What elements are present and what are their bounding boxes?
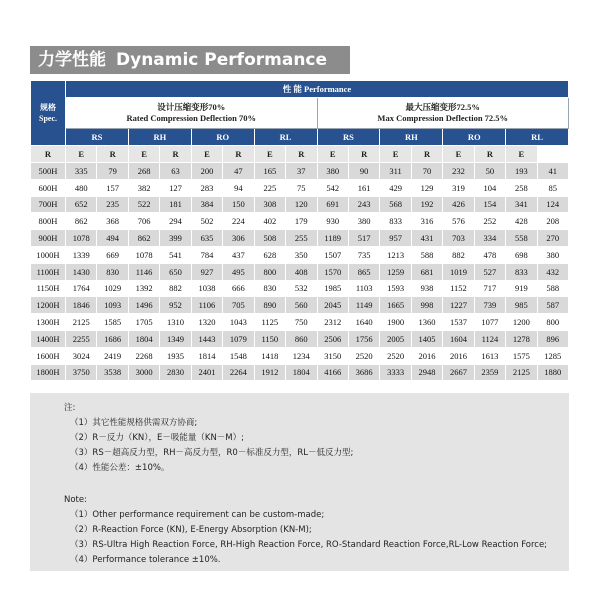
value-cell: 896 — [537, 330, 568, 347]
value-cell: 1093 — [97, 297, 128, 314]
value-cell: 129 — [411, 179, 442, 196]
value-cell: 426 — [443, 196, 474, 213]
value-cell: 1392 — [128, 280, 159, 297]
max-cn: 最大压缩变形72.5% — [405, 102, 480, 112]
value-cell: 2667 — [443, 364, 474, 381]
value-cell: 243 — [348, 196, 379, 213]
value-cell: 283 — [191, 179, 222, 196]
notes-cn-title: 注: — [64, 403, 76, 413]
value-cell: 47 — [223, 163, 254, 180]
table-row — [31, 364, 569, 381]
value-cell: 252 — [474, 213, 505, 230]
value-cell: 192 — [411, 196, 442, 213]
value-cell: 382 — [128, 179, 159, 196]
value-cell: 208 — [537, 213, 568, 230]
value-cell: 1804 — [128, 330, 159, 347]
spec-header — [31, 81, 66, 146]
value-cell: 1814 — [191, 347, 222, 364]
value-cell: 431 — [411, 230, 442, 247]
value-cell: 478 — [474, 246, 505, 263]
title-en: Dynamic Performance — [116, 50, 328, 70]
value-cell: 587 — [537, 297, 568, 314]
value-cell: 2948 — [411, 364, 442, 381]
group-header: RS — [66, 129, 129, 146]
table-row — [31, 347, 569, 364]
value-cell: 1278 — [506, 330, 537, 347]
notes-cn-item: （4）性能公差：±10%。 — [70, 463, 170, 473]
column-subheader: R — [348, 146, 379, 163]
notes-en-item: （4）Performance tolerance ±10%. — [70, 555, 221, 565]
value-cell: 1507 — [317, 246, 348, 263]
notes-cn-item: （1）其它性能规格供需双方协商; — [70, 418, 198, 428]
value-cell: 862 — [66, 213, 97, 230]
column-subheader: E — [254, 146, 285, 163]
column-subheader: E — [66, 146, 97, 163]
spec-cell: 1600H — [31, 347, 66, 364]
notes-en-item: （1）Other performance requirement can be custom-made; — [70, 510, 325, 520]
column-subheader: E — [380, 146, 411, 163]
value-cell: 368 — [97, 213, 128, 230]
value-cell: 179 — [286, 213, 317, 230]
value-cell: 2125 — [66, 314, 97, 331]
column-subheader: E — [128, 146, 159, 163]
value-cell: 1259 — [380, 263, 411, 280]
value-cell: 495 — [223, 263, 254, 280]
value-cell: 380 — [537, 246, 568, 263]
spec-cell: 1150H — [31, 280, 66, 297]
value-cell: 576 — [443, 213, 474, 230]
value-cell: 308 — [254, 196, 285, 213]
value-cell: 50 — [474, 163, 505, 180]
column-subheader: R — [31, 146, 66, 163]
max-en: Max Compression Deflection 72.5% — [377, 113, 509, 123]
value-cell: 1078 — [66, 230, 97, 247]
table-row — [31, 246, 569, 263]
value-cell: 408 — [286, 263, 317, 280]
value-cell: 316 — [411, 213, 442, 230]
rated-deflection-header — [66, 98, 318, 129]
spec-cell: 800H — [31, 213, 66, 230]
value-cell: 705 — [223, 297, 254, 314]
value-cell: 165 — [254, 163, 285, 180]
value-cell: 1043 — [223, 314, 254, 331]
group-header-row — [31, 129, 569, 146]
column-subheader: E — [443, 146, 474, 163]
value-cell: 2264 — [223, 364, 254, 381]
value-cell: 735 — [348, 246, 379, 263]
value-cell: 750 — [286, 314, 317, 331]
value-cell: 94 — [223, 179, 254, 196]
table-body — [31, 163, 569, 381]
value-cell: 784 — [191, 246, 222, 263]
value-cell: 268 — [128, 163, 159, 180]
column-subheader: R — [97, 146, 128, 163]
value-cell: 70 — [411, 163, 442, 180]
value-cell: 428 — [506, 213, 537, 230]
rated-en: Rated Compression Deflection 70% — [126, 113, 256, 123]
performance-header: 性 能 Performance — [66, 81, 569, 98]
value-cell: 517 — [348, 230, 379, 247]
value-cell: 494 — [97, 230, 128, 247]
value-cell: 1665 — [380, 297, 411, 314]
value-cell: 1103 — [348, 280, 379, 297]
spec-cell: 1400H — [31, 330, 66, 347]
value-cell: 957 — [380, 230, 411, 247]
column-subheader: R — [160, 146, 191, 163]
value-cell: 508 — [254, 230, 285, 247]
value-cell: 380 — [348, 213, 379, 230]
value-cell: 706 — [128, 213, 159, 230]
value-cell: 830 — [254, 280, 285, 297]
value-cell: 1496 — [128, 297, 159, 314]
notes-en-title: Note: — [64, 495, 87, 505]
value-cell: 1900 — [380, 314, 411, 331]
value-cell: 41 — [537, 163, 568, 180]
rated-cn: 设计压缩变形70% — [157, 102, 226, 112]
value-cell: 1213 — [380, 246, 411, 263]
subheader-row — [31, 146, 569, 163]
value-cell: 669 — [97, 246, 128, 263]
value-cell: 1570 — [317, 263, 348, 280]
value-cell: 862 — [128, 230, 159, 247]
column-subheader: E — [317, 146, 348, 163]
value-cell: 334 — [474, 230, 505, 247]
value-cell: 800 — [537, 314, 568, 331]
group-header: RO — [191, 129, 254, 146]
value-cell: 1985 — [317, 280, 348, 297]
group-header: RL — [254, 129, 317, 146]
value-cell: 833 — [380, 213, 411, 230]
value-cell: 1079 — [223, 330, 254, 347]
value-cell: 2359 — [474, 364, 505, 381]
value-cell: 1405 — [411, 330, 442, 347]
value-cell: 568 — [380, 196, 411, 213]
value-cell: 985 — [506, 297, 537, 314]
value-cell: 1077 — [474, 314, 505, 331]
value-cell: 3750 — [66, 364, 97, 381]
value-cell: 224 — [223, 213, 254, 230]
value-cell: 85 — [537, 179, 568, 196]
max-deflection-header — [317, 98, 569, 129]
group-header: RO — [443, 129, 506, 146]
value-cell: 938 — [411, 280, 442, 297]
value-cell: 1227 — [443, 297, 474, 314]
value-cell: 1320 — [191, 314, 222, 331]
value-cell: 2312 — [317, 314, 348, 331]
notes-cn-item: （2）R－反力（KN），E－吸能量（KN－M）; — [70, 433, 244, 443]
value-cell: 1189 — [317, 230, 348, 247]
value-cell: 1585 — [97, 314, 128, 331]
value-cell: 952 — [160, 297, 191, 314]
table-row — [31, 297, 569, 314]
value-cell: 193 — [506, 163, 537, 180]
value-cell: 532 — [286, 280, 317, 297]
value-cell: 1019 — [443, 263, 474, 280]
column-subheader: R — [223, 146, 254, 163]
value-cell: 154 — [474, 196, 505, 213]
value-cell: 480 — [66, 179, 97, 196]
value-cell: 1846 — [66, 297, 97, 314]
value-cell: 2520 — [380, 347, 411, 364]
value-cell: 402 — [254, 213, 285, 230]
notes-panel — [30, 393, 569, 571]
value-cell: 691 — [317, 196, 348, 213]
value-cell: 2016 — [411, 347, 442, 364]
value-cell: 998 — [411, 297, 442, 314]
value-cell: 2125 — [506, 364, 537, 381]
spec-cell: 500H — [31, 163, 66, 180]
performance-table-wrapper — [30, 80, 569, 381]
value-cell: 75 — [286, 179, 317, 196]
value-cell: 306 — [223, 230, 254, 247]
value-cell: 522 — [128, 196, 159, 213]
value-cell: 1078 — [128, 246, 159, 263]
value-cell: 124 — [537, 196, 568, 213]
value-cell: 3333 — [380, 364, 411, 381]
value-cell: 502 — [191, 213, 222, 230]
value-cell: 1430 — [66, 263, 97, 280]
value-cell: 3538 — [97, 364, 128, 381]
table-row — [31, 230, 569, 247]
value-cell: 1234 — [286, 347, 317, 364]
value-cell: 1593 — [380, 280, 411, 297]
value-cell: 181 — [160, 196, 191, 213]
group-header: RL — [506, 129, 569, 146]
value-cell: 2830 — [160, 364, 191, 381]
notes-en-item: （3）RS-Ultra High Reaction Force, RH-High Reaction Force, RO-Standard Reaction Force,RL-Low Reaction Force; — [70, 540, 548, 550]
spec-cell: 1300H — [31, 314, 66, 331]
value-cell: 558 — [506, 230, 537, 247]
value-cell: 127 — [160, 179, 191, 196]
value-cell: 235 — [97, 196, 128, 213]
value-cell: 739 — [474, 297, 505, 314]
value-cell: 1285 — [537, 347, 568, 364]
value-cell: 1548 — [223, 347, 254, 364]
value-cell: 437 — [223, 246, 254, 263]
value-cell: 860 — [286, 330, 317, 347]
value-cell: 1152 — [443, 280, 474, 297]
spec-cell: 700H — [31, 196, 66, 213]
value-cell: 542 — [317, 179, 348, 196]
value-cell: 2401 — [191, 364, 222, 381]
value-cell: 1149 — [348, 297, 379, 314]
value-cell: 384 — [191, 196, 222, 213]
value-cell: 1443 — [191, 330, 222, 347]
value-cell: 3024 — [66, 347, 97, 364]
value-cell: 63 — [160, 163, 191, 180]
value-cell: 1804 — [286, 364, 317, 381]
group-header: RH — [380, 129, 443, 146]
value-cell: 882 — [443, 246, 474, 263]
value-cell: 341 — [506, 196, 537, 213]
value-cell: 3150 — [317, 347, 348, 364]
value-cell: 588 — [411, 246, 442, 263]
column-subheader: R — [474, 146, 505, 163]
notes-cn-item: （3）RS－超高反力型，RH－高反力型，R0－标准反力型，RL－低反力型; — [70, 448, 354, 458]
value-cell: 681 — [411, 263, 442, 280]
value-cell: 2419 — [97, 347, 128, 364]
page-title — [30, 46, 350, 74]
value-cell: 650 — [160, 263, 191, 280]
value-cell: 1339 — [66, 246, 97, 263]
value-cell: 2045 — [317, 297, 348, 314]
spec-cell: 1100H — [31, 263, 66, 280]
value-cell: 429 — [380, 179, 411, 196]
spec-cell: 600H — [31, 179, 66, 196]
value-cell: 200 — [191, 163, 222, 180]
value-cell: 541 — [160, 246, 191, 263]
value-cell: 311 — [380, 163, 411, 180]
value-cell: 37 — [286, 163, 317, 180]
value-cell: 1360 — [411, 314, 442, 331]
value-cell: 335 — [66, 163, 97, 180]
value-cell: 1912 — [254, 364, 285, 381]
value-cell: 294 — [160, 213, 191, 230]
value-cell: 225 — [254, 179, 285, 196]
spec-cell: 900H — [31, 230, 66, 247]
performance-table — [30, 80, 569, 381]
value-cell: 2268 — [128, 347, 159, 364]
value-cell: 258 — [506, 179, 537, 196]
value-cell: 79 — [97, 163, 128, 180]
value-cell: 157 — [97, 179, 128, 196]
value-cell: 1604 — [443, 330, 474, 347]
value-cell: 865 — [348, 263, 379, 280]
value-cell: 800 — [254, 263, 285, 280]
value-cell: 90 — [348, 163, 379, 180]
value-cell: 1029 — [97, 280, 128, 297]
value-cell: 927 — [191, 263, 222, 280]
value-cell: 350 — [286, 246, 317, 263]
value-cell: 4166 — [317, 364, 348, 381]
column-subheader: E — [191, 146, 222, 163]
value-cell: 1125 — [254, 314, 285, 331]
value-cell: 432 — [537, 263, 568, 280]
value-cell: 1310 — [160, 314, 191, 331]
value-cell: 1640 — [348, 314, 379, 331]
value-cell: 527 — [474, 263, 505, 280]
value-cell: 919 — [506, 280, 537, 297]
spec-header-cn: 规格 — [40, 103, 56, 112]
value-cell: 1124 — [474, 330, 505, 347]
value-cell: 635 — [191, 230, 222, 247]
value-cell: 270 — [537, 230, 568, 247]
value-cell: 830 — [97, 263, 128, 280]
value-cell: 232 — [443, 163, 474, 180]
column-subheader: R — [411, 146, 442, 163]
value-cell: 2005 — [380, 330, 411, 347]
value-cell: 2016 — [443, 347, 474, 364]
value-cell: 399 — [160, 230, 191, 247]
value-cell: 1613 — [474, 347, 505, 364]
value-cell: 1106 — [191, 297, 222, 314]
value-cell: 652 — [66, 196, 97, 213]
group-header: RH — [128, 129, 191, 146]
value-cell: 255 — [286, 230, 317, 247]
value-cell: 666 — [223, 280, 254, 297]
value-cell: 717 — [474, 280, 505, 297]
value-cell: 1880 — [537, 364, 568, 381]
notes-en-item: （2）R-Reaction Force (KN), E-Energy Absorption (KN-M); — [70, 525, 312, 535]
spec-cell: 1000H — [31, 246, 66, 263]
value-cell: 560 — [286, 297, 317, 314]
value-cell: 1686 — [97, 330, 128, 347]
column-subheader: E — [506, 146, 537, 163]
table-row — [31, 163, 569, 180]
value-cell: 703 — [443, 230, 474, 247]
group-header: RS — [317, 129, 380, 146]
value-cell: 698 — [506, 246, 537, 263]
value-cell: 1764 — [66, 280, 97, 297]
value-cell: 1200 — [506, 314, 537, 331]
title-cn: 力学性能 — [38, 50, 106, 70]
value-cell: 930 — [317, 213, 348, 230]
value-cell: 1537 — [443, 314, 474, 331]
spec-cell: 1800H — [31, 364, 66, 381]
value-cell: 1935 — [160, 347, 191, 364]
value-cell: 2506 — [317, 330, 348, 347]
value-cell: 1038 — [191, 280, 222, 297]
value-cell: 104 — [474, 179, 505, 196]
spec-cell: 1200H — [31, 297, 66, 314]
table-row — [31, 196, 569, 213]
value-cell: 1150 — [254, 330, 285, 347]
table-row — [31, 179, 569, 196]
value-cell: 1756 — [348, 330, 379, 347]
table-row — [31, 280, 569, 297]
value-cell: 1349 — [160, 330, 191, 347]
value-cell: 890 — [254, 297, 285, 314]
value-cell: 628 — [254, 246, 285, 263]
value-cell: 1146 — [128, 263, 159, 280]
value-cell: 1418 — [254, 347, 285, 364]
value-cell: 2255 — [66, 330, 97, 347]
value-cell: 319 — [443, 179, 474, 196]
table-row — [31, 213, 569, 230]
value-cell: 380 — [317, 163, 348, 180]
value-cell: 3686 — [348, 364, 379, 381]
table-row — [31, 330, 569, 347]
column-subheader: R — [286, 146, 317, 163]
value-cell: 833 — [506, 263, 537, 280]
value-cell: 120 — [286, 196, 317, 213]
table-row — [31, 314, 569, 331]
value-cell: 3000 — [128, 364, 159, 381]
value-cell: 161 — [348, 179, 379, 196]
value-cell: 882 — [160, 280, 191, 297]
value-cell: 1575 — [506, 347, 537, 364]
value-cell: 1705 — [128, 314, 159, 331]
value-cell: 150 — [223, 196, 254, 213]
table-row — [31, 263, 569, 280]
value-cell: 2520 — [348, 347, 379, 364]
spec-header-en: Spec. — [39, 114, 57, 123]
value-cell: 588 — [537, 280, 568, 297]
